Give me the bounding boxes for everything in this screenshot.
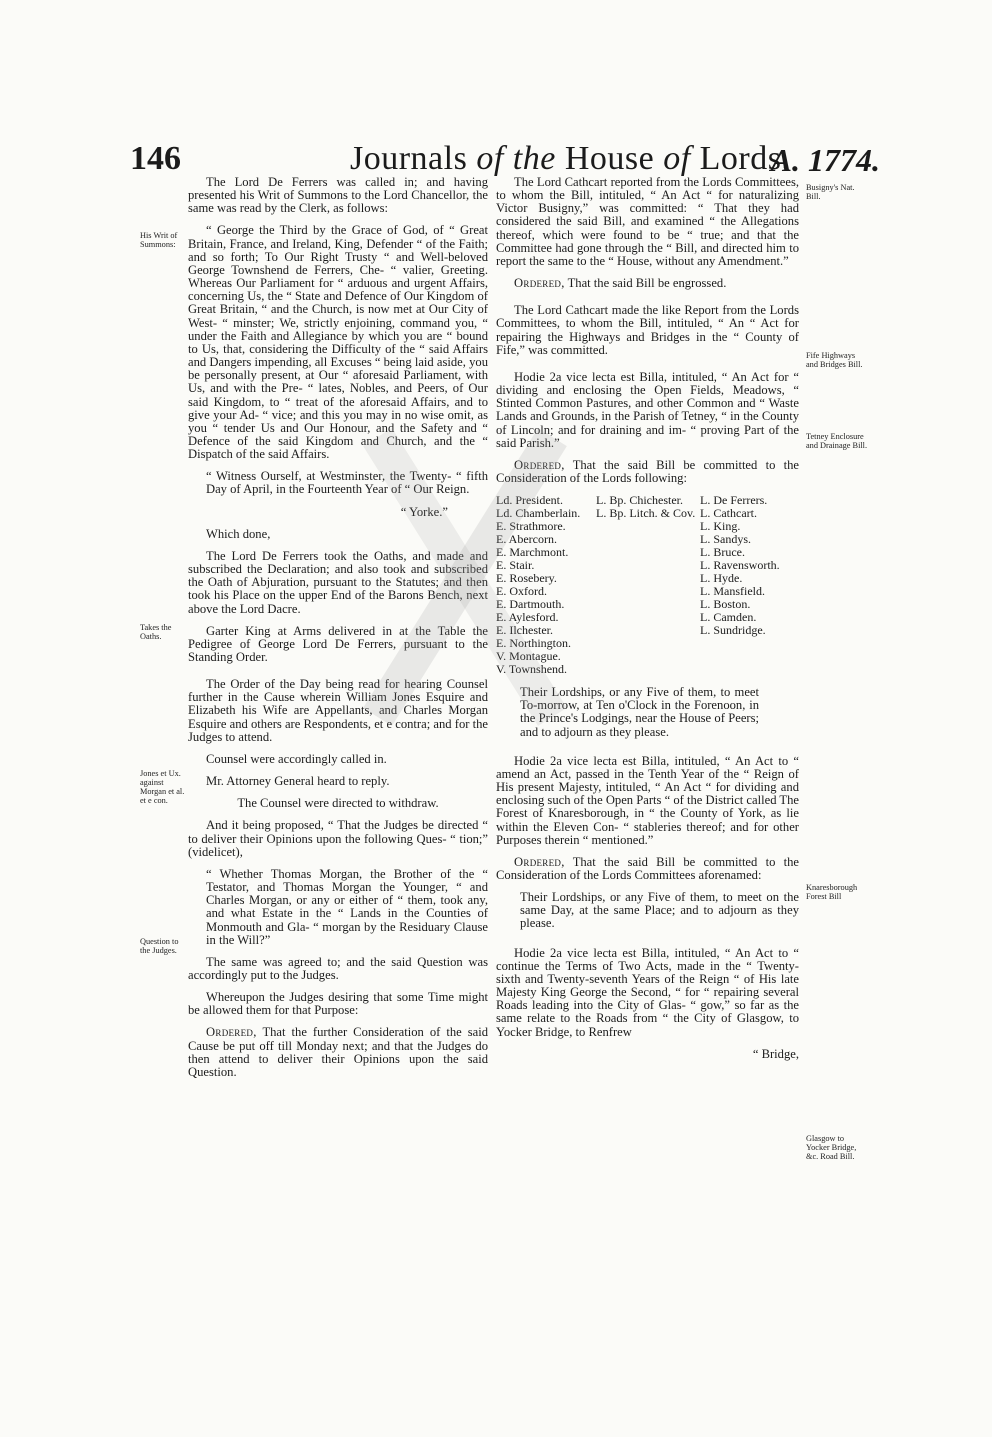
- order-paragraph: Ordered, That the said Bill be engrossed.: [514, 276, 727, 291]
- lord-name: L. Ravensworth.: [700, 558, 780, 573]
- writ-of-summons: “ George the Third by the Grace of God, of “ Great Britain, France, and Ireland, King, Defender “ of the Faith; and so forth; To Our Right Trusty “ and Well-beloved George Townshend de Ferrers, Che- “ valier, Greeting. Whereas Our Parliament for “ arduous and urgent Affairs, concerning Us, the “ State and Defence of Our Kingdom of Great Britain, “ and the Church, is now met at Our City of West- “ minster; We, strictly enjoining, command you, “ under the Faith and Allegiance by which you are “ bound to Us, that, considering the Difficulty of the “ said Affairs and Dangers impending, all Excuses “ being laid aside, you be personally present, at Our “ aforesaid Parliament, with Us, and with the Pre- “ lates, Nobles, and Peers, of Our said Kingdom, to “ treat of the aforesaid Affairs, and to give your Ad- “ vice; and this you may in no wise omit, as you “ tender Us and Our Honour, and the Safety and “ Defence of the said Kingdom and Church, and the “ Dispatch of the said Affairs.: [188, 223, 488, 462]
- paragraph: Counsel were accordingly called in.: [206, 751, 387, 766]
- question-text: “ Whether Thomas Morgan, the Brother of the “ Testator, and Thomas Morgan the Younger, “ and Charles Morgan, or any or either of “ them, took any, and what Estate in the “ Lands in the Counties of Monmouth and Gla- “ morgan by the Residuary Clause in the Will?”: [206, 866, 488, 947]
- paragraph: Hodie 2a vice lecta est Billa, intituled, “ An Act to “ amend an Act, passed in the Tenth Year of the “ Reign of His present Majesty, intituled, “ An Act “ for dividing and enclosing such of the Open Parts “ of the District called The Forest of Knaresborough, in “ the County of York, as lie within the Eleven Con- “ stableries thereof; and for other Purposes therein “ mentioned.”: [496, 753, 799, 847]
- lord-name: E. Strathmore.: [496, 519, 566, 534]
- paragraph: The same was agreed to; and the said Question was accordingly put to the Judges.: [188, 954, 488, 982]
- lord-name: [596, 572, 700, 585]
- paragraph: Hodie 2a vice lecta est Billa, intituled, “ An Act to “ continue the Terms of Two Acts, made in the “ Twenty-sixth and Twenty-seventh Years of the Reign “ of His late Majesty King George the Second, “ for “ repairing several Roads leading into the City of Glas- “ gow,” so far as the same relate to the Roads from “ the City of Glasgow, to Yocker Bridge, to Renfrew: [496, 945, 799, 1039]
- lord-name: [596, 559, 700, 572]
- lord-name: V. Montague.: [496, 649, 561, 664]
- lord-name: [596, 663, 700, 676]
- lord-name: V. Townshend.: [496, 662, 568, 677]
- paragraph: The Lord Cathcart made the like Report from the Lords Committees, to whom the Bill, intituled, “ An “ Act for repairing the Highways and Bridges in the “ County of Fife,” was committed.: [496, 303, 799, 357]
- paragraph: Garter King at Arms delivered in at the Table the Pedigree of George Lord De Ferrers, pursuant to the Standing Order.: [188, 623, 488, 664]
- order-paragraph: Ordered, That the said Bill be committed to the Consideration of the Lords Committees aforenamed:: [496, 854, 800, 882]
- witness-clause: “ Witness Ourself, at Westminster, the Twenty- “ fifth Day of April, in the Fourteenth Year of “ Our Reign.: [206, 469, 488, 497]
- margin-note-busigny: Busigny's Nat. Bill.: [806, 183, 855, 201]
- lord-name: E. Ilchester.: [496, 623, 553, 638]
- meeting-note: Their Lordships, or any Five of them, to meet To-morrow, at Ten o'Clock in the Forenoon, in the Prince's Lodgings, near the House of Peers; and to adjourn as they please.: [520, 685, 759, 739]
- lord-name: [596, 585, 700, 598]
- year-heading: A. 1774.: [770, 142, 880, 178]
- margin-note-knaresborough: Knaresborough Forest Bill: [806, 883, 858, 901]
- lord-name: L. Boston.: [700, 597, 751, 612]
- lord-name: E. Abercorn.: [496, 532, 557, 547]
- order-paragraph: Ordered, That the said Bill be committed to the Consideration of the Lords following:: [496, 457, 800, 485]
- lord-name: [700, 663, 798, 676]
- paragraph: Which done,: [206, 526, 271, 541]
- margin-note-fife: Fife Highways and Bridges Bill.: [806, 351, 863, 369]
- lord-name: [596, 533, 700, 546]
- lord-name: E. Oxford.: [496, 584, 547, 599]
- lord-name: Ld. Chamberlain.: [496, 506, 581, 521]
- lord-name: [596, 546, 700, 559]
- lord-name: E. Northington.: [496, 636, 571, 651]
- paragraph: The Order of the Day being read for hearing Counsel further in the Cause wherein William Jones Esquire and Elizabeth his Wife are Appellants, and Charles Morgan Esquire and others are Respondents, et e contra; and for the Judges to attend.: [188, 677, 488, 744]
- page-number: 146: [130, 140, 181, 177]
- signature-yorke: “ Yorke.”: [400, 504, 448, 519]
- paragraph: The Counsel were directed to withdraw.: [237, 796, 439, 811]
- margin-note-question: Question to the Judges.: [140, 937, 179, 955]
- lord-name: [700, 650, 798, 663]
- lord-name: L. Bp. Chichester.: [596, 493, 683, 508]
- catchword: “ Bridge,: [752, 1046, 799, 1061]
- lord-name: [596, 598, 700, 611]
- lord-name: E. Marchmont.: [496, 545, 569, 560]
- lord-name: L. Sundridge.: [700, 623, 766, 638]
- lords-committee-list: [496, 494, 799, 676]
- paragraph: Whereupon the Judges desiring that some Time might be allowed them for that Purpose:: [188, 990, 488, 1018]
- margin-note-oaths: Takes the Oaths.: [140, 623, 172, 641]
- lord-name: [596, 650, 700, 663]
- lord-name: L. Camden.: [700, 610, 757, 625]
- lord-name: E. Rosebery.: [496, 571, 557, 586]
- lord-name: [596, 637, 700, 650]
- order-paragraph: Ordered, That the further Consideration of the said Cause be put off till Monday next; and that the Judges do then attend to deliver their Opinions upon the said Question.: [188, 1025, 489, 1079]
- paragraph: Mr. Attorney General heard to reply.: [206, 774, 390, 789]
- lord-name: L. Mansfield.: [700, 584, 765, 599]
- lord-name: L. De Ferrers.: [700, 493, 768, 508]
- lord-name: L. Bp. Litch. & Cov.: [596, 506, 696, 521]
- paragraph: The Lord De Ferrers was called in; and having presented his Writ of Summons to the Lord Chancellor, the same was read by the Clerk, as follows:: [188, 175, 488, 216]
- lord-name: L. King.: [700, 519, 741, 534]
- lord-name: L. Bruce.: [700, 545, 745, 560]
- lord-name: Ld. President.: [496, 493, 563, 508]
- paragraph: And it being proposed, “ That the Judges be directed “ to deliver their Opinions upon the following Ques- “ tion;” (videlicet),: [188, 818, 488, 859]
- right-column: [496, 176, 799, 1070]
- lord-name: L. Hyde.: [700, 571, 743, 586]
- lord-name: [596, 520, 700, 533]
- lord-name: [700, 637, 798, 650]
- margin-note-writ: His Writ of Summons:: [140, 231, 178, 249]
- lord-name: [596, 611, 700, 624]
- margin-note-tetney: Tetney Enclosure and Drainage Bill.: [806, 432, 868, 450]
- paragraph: The Lord Cathcart reported from the Lords Committees, to whom the Bill, intituled, “ An Act “ for naturalizing Victor Busigny,” was committed: “ That they had considered the said Bill, and examined “ the Allegations thereof, which were found to be “ true; and that the Committee had gone through the “ Bill, and directed him to report the same to the “ House, without any Amendment.”: [496, 175, 799, 268]
- lord-name: E. Stair.: [496, 558, 535, 573]
- lord-name: [596, 624, 700, 637]
- running-title: Journals of the House of Lords.: [350, 140, 791, 177]
- paragraph: Hodie 2a vice lecta est Billa, intituled, “ An Act for “ dividing and enclosing the Open Fields, Meadows, “ Stinted Common Pastures, and other Common and “ Waste Lands and Grounds, in the Parish of Tetney, “ in the County of Lincoln; and for draining and im- “ proving Part of the said Parish.”: [496, 369, 799, 450]
- paragraph: The Lord De Ferrers took the Oaths, and made and subscribed the Declaration; and also took and subscribed the Oath of Abjuration, pursuant to the Statutes; and then took his Place on the upper End of the Barons Bench, next above the Lord Dacre.: [188, 548, 488, 616]
- lord-name: E. Aylesford.: [496, 610, 559, 625]
- margin-note-glasgow: Glasgow to Yocker Bridge, &c. Road Bill.: [806, 1134, 857, 1161]
- lord-name: E. Dartmouth.: [496, 597, 565, 612]
- margin-note-jones: Jones et Ux. against Morgan et al. et e con.: [140, 769, 185, 805]
- meeting-note: Their Lordships, or any Five of them, to meet on the same Day, at the same Place; and to adjourn as they please.: [520, 890, 799, 931]
- lord-name: L. Cathcart.: [700, 506, 757, 521]
- lord-name: L. Sandys.: [700, 532, 751, 547]
